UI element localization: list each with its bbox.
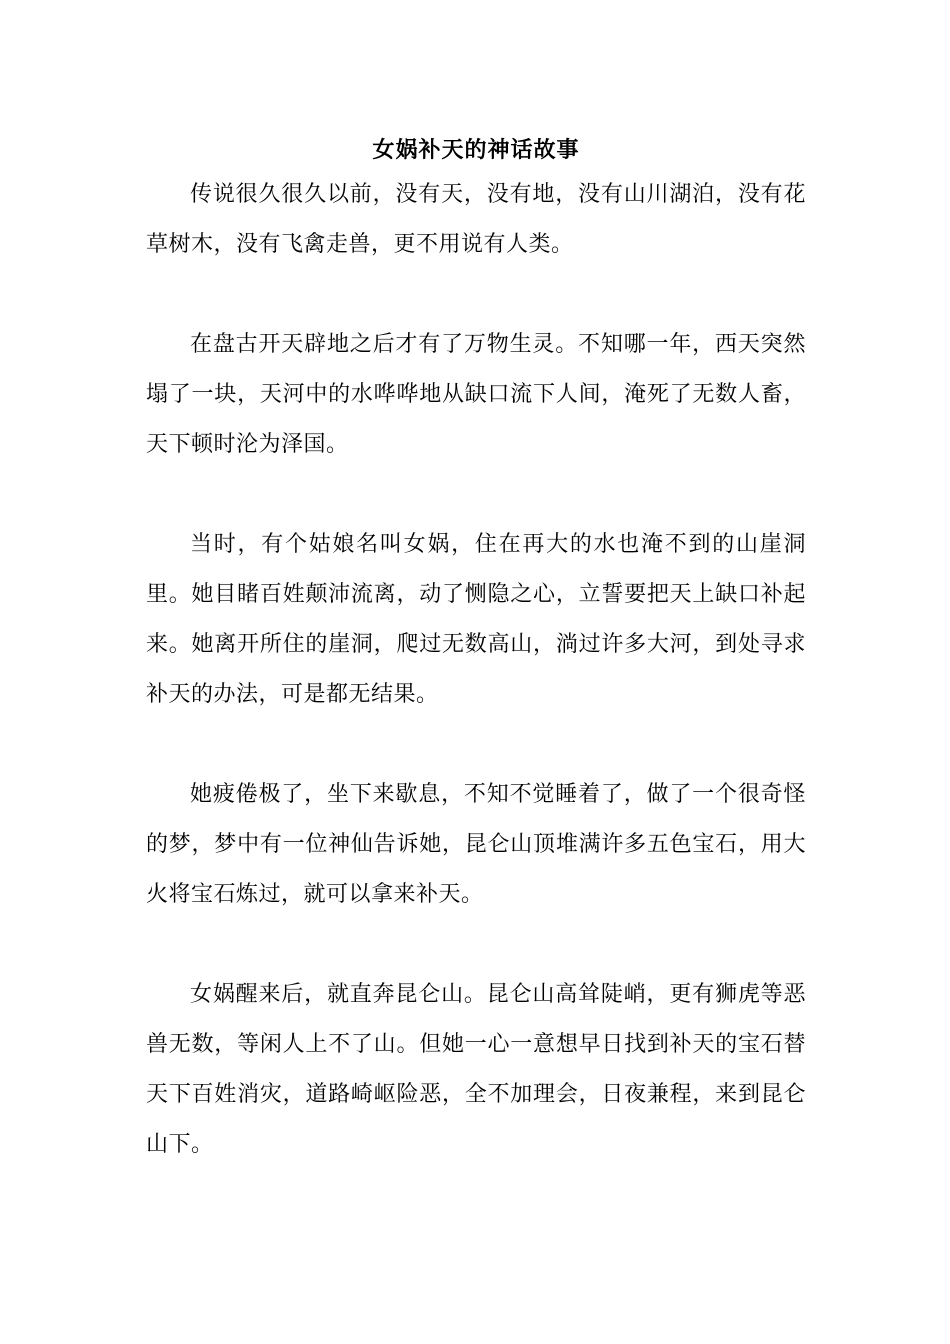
- paragraph-spacer: [146, 270, 806, 320]
- paragraph-spacer: [146, 470, 806, 520]
- paragraph-3: 当时，有个姑娘名叫女娲，住在再大的水也淹不到的山崖洞里。她目睹百姓颠沛流离，动了恻隐之心，立誓要把天上缺口补起来。她离开所住的崖洞，爬过无数高山，淌过许多大河，到处寻求补天的办法，可是都无结果。: [146, 532, 806, 707]
- paragraph-4: 她疲倦极了，坐下来歇息，不知不觉睡着了，做了一个很奇怪的梦，梦中有一位神仙告诉她，昆仑山顶堆满许多五色宝石，用大火将宝石炼过，就可以拿来补天。: [146, 782, 806, 907]
- paragraph-5: 女娲醒来后，就直奔昆仑山。昆仑山高耸陡峭，更有狮虎等恶兽无数，等闲人上不了山。但她一心一意想早日找到补天的宝石替天下百姓消灾，道路崎岖险恶，全不加理会，日夜兼程，来到昆仑山下。: [146, 982, 806, 1157]
- document-title: 女娲补天的神话故事: [372, 137, 580, 163]
- paragraph-1: 传说很久很久以前，没有天，没有地，没有山川湖泊，没有花草树木，没有飞禽走兽，更不用说有人类。: [146, 182, 806, 257]
- paragraph-spacer: [146, 920, 806, 970]
- document-body: [146, 130, 806, 1170]
- paragraph-2: 在盘古开天辟地之后才有了万物生灵。不知哪一年，西天突然塌了一块，天河中的水哗哗地从缺口流下人间，淹死了无数人畜，天下顿时沦为泽国。: [146, 332, 806, 457]
- paragraph-spacer: [146, 720, 806, 770]
